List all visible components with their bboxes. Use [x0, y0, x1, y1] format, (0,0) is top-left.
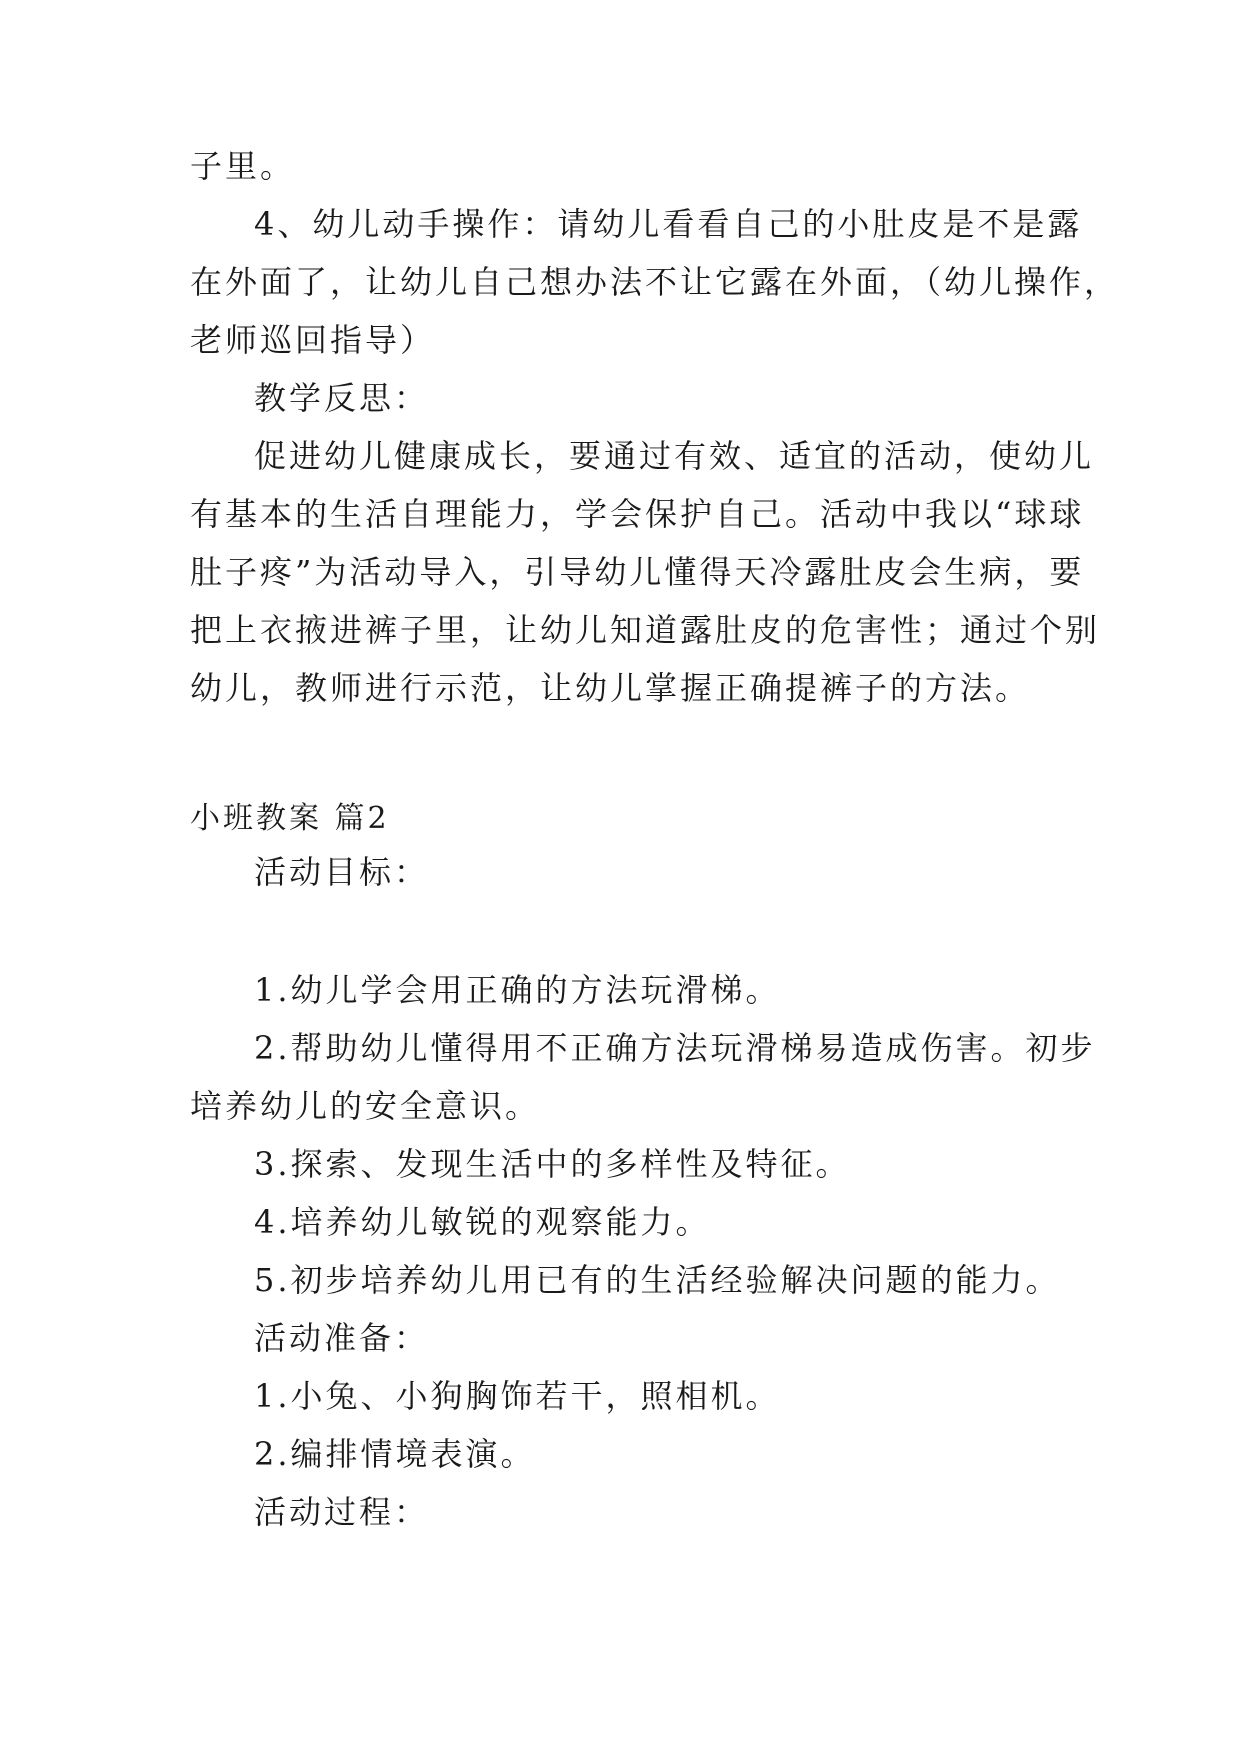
paragraph-line: 子里。 [190, 147, 296, 185]
section-label: 活动准备： [254, 1319, 430, 1357]
paragraph-line: 在外面了，让幼儿自己想办法不让它露在外面，（幼儿操作， [190, 263, 1120, 301]
section-1-body [190, 137, 1120, 717]
paragraph-line: 幼儿，教师进行示范，让幼儿掌握正确提裤子的方法。 [190, 669, 1031, 707]
paragraph-line: 促进幼儿健康成长，要通过有效、适宜的活动，使幼儿 [254, 437, 1095, 475]
list-item: 1.幼儿学会用正确的方法玩滑梯。 [254, 971, 781, 1009]
list-item: 1.小兔、小狗胸饰若干，照相机。 [254, 1377, 781, 1415]
paragraph-line: 4、幼儿动手操作：请幼儿看看自己的小肚皮是不是露 [254, 205, 1083, 243]
list-item: 2.编排情境表演。 [254, 1435, 536, 1473]
section-2-title: 小班教案 篇2 [190, 801, 390, 836]
paragraph-line: 教学反思： [254, 379, 430, 417]
paragraph-line: 有基本的生活自理能力，学会保护自己。活动中我以“球球 [190, 495, 1085, 533]
list-item: 2.帮助幼儿懂得用不正确方法玩滑梯易造成伤害。初步 [254, 1029, 1096, 1067]
list-item: 5.初步培养幼儿用已有的生活经验解决问题的能力。 [254, 1261, 1061, 1299]
list-item: 4.培养幼儿敏锐的观察能力。 [254, 1203, 711, 1241]
list-item: 培养幼儿的安全意识。 [190, 1087, 541, 1125]
goal-label: 活动目标： [254, 853, 430, 891]
list-item: 3.探索、发现生活中的多样性及特征。 [254, 1145, 851, 1183]
section-label: 活动过程： [254, 1493, 430, 1531]
paragraph-line: 把上衣掖进裤子里，让幼儿知道露肚皮的危害性；通过个别 [190, 611, 1101, 649]
paragraph-line: 肚子疼”为活动导入，引导幼儿懂得天冷露肚皮会生病，要 [190, 553, 1085, 591]
paragraph-line: 老师巡回指导） [190, 321, 436, 359]
section-2-body [190, 961, 1096, 1541]
section-2-goal-label-block [190, 843, 1060, 901]
